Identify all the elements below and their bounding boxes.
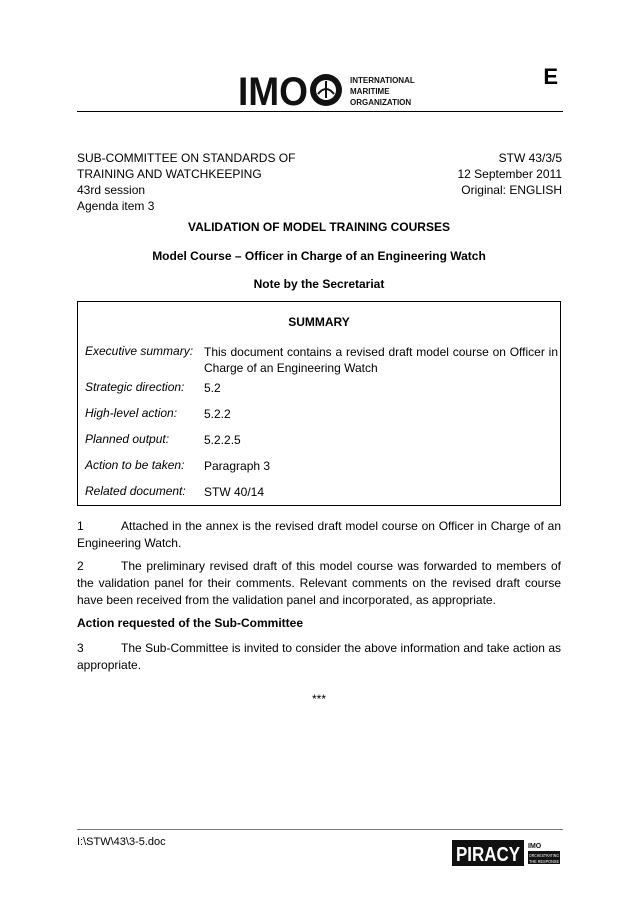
paragraph-number: 1 bbox=[77, 519, 84, 533]
header-divider bbox=[77, 111, 563, 112]
paragraph-text: Attached in the annex is the revised draft model course on Officer in Charge of an Engineering Watch. bbox=[77, 519, 561, 550]
piracy-campaign-logo bbox=[452, 838, 562, 868]
document-ref-block bbox=[457, 150, 562, 198]
paragraph-1 bbox=[77, 518, 561, 552]
summary-row-value: STW 40/14 bbox=[204, 485, 265, 499]
document-date: 12 September 2011 bbox=[457, 167, 562, 181]
session: 43rd session bbox=[77, 183, 146, 197]
summary-heading: SUMMARY bbox=[288, 315, 350, 329]
summary-box bbox=[77, 301, 561, 506]
paragraph-text: The Sub-Committee is invited to consider the above information and take action as appropriate. bbox=[77, 641, 561, 672]
committee-line1: SUB-COMMITTEE ON STANDARDS OF bbox=[77, 151, 296, 165]
document-subtitle: Model Course – Officer in Charge of an Engineering Watch bbox=[152, 249, 486, 263]
summary-row-label: Planned output: bbox=[85, 432, 170, 446]
summary-row-label: High-level action: bbox=[85, 406, 178, 420]
summary-row-value: 5.2 bbox=[204, 381, 221, 395]
note-by: Note by the Secretariat bbox=[253, 277, 385, 291]
imo-logo-letters: IMO bbox=[238, 70, 308, 114]
paragraph-3 bbox=[77, 640, 561, 674]
action-heading: Action requested of the Sub-Committee bbox=[77, 616, 304, 630]
org-name-line2: MARITIME bbox=[350, 87, 390, 96]
piracy-small-line2: ORCHESTRATING bbox=[529, 853, 560, 858]
committee-line2: TRAINING AND WATCHKEEPING bbox=[77, 167, 262, 181]
summary-row-label: Related document: bbox=[85, 484, 186, 498]
paragraph-number: 3 bbox=[77, 641, 84, 655]
document-number: STW 43/3/5 bbox=[498, 151, 562, 165]
footer-divider bbox=[77, 829, 563, 830]
summary-row-value: 5.2.2.5 bbox=[204, 433, 241, 447]
summary-row-value: This document contains a revised draft model course on Officer in Charge of an Engineering Watch bbox=[204, 345, 558, 375]
summary-row-label: Executive summary: bbox=[85, 344, 194, 358]
language-code: E bbox=[543, 64, 558, 89]
org-name-line1: INTERNATIONAL bbox=[350, 76, 415, 85]
paragraph-number: 2 bbox=[77, 559, 84, 573]
paragraph-text: The preliminary revised draft of this model course was forwarded to members of the validation panel for their comments. Relevant comments on the revised draft course have been received from the validation panel and incorporated, as appropriate. bbox=[77, 559, 561, 607]
paragraph-2 bbox=[77, 558, 561, 609]
document-title: VALIDATION OF MODEL TRAINING COURSES bbox=[187, 220, 450, 234]
imo-logo bbox=[238, 70, 438, 114]
file-path: I:\STW\43\3-5.doc bbox=[77, 836, 166, 848]
committee-block bbox=[77, 150, 295, 214]
end-separator: *** bbox=[311, 692, 326, 706]
agenda-item: Agenda item 3 bbox=[77, 199, 155, 213]
piracy-small-line1: IMO bbox=[528, 843, 542, 850]
summary-row-value: 5.2.2 bbox=[204, 407, 231, 421]
original-language: Original: ENGLISH bbox=[461, 183, 562, 197]
summary-row-label: Strategic direction: bbox=[85, 380, 185, 394]
summary-row-value: Paragraph 3 bbox=[204, 459, 271, 473]
org-name-line3: ORGANIZATION bbox=[350, 98, 412, 107]
summary-row-label: Action to be taken: bbox=[85, 458, 185, 472]
piracy-small-line3: THE RESPONSE bbox=[529, 859, 559, 864]
piracy-banner-text: PIRACY bbox=[456, 844, 521, 866]
